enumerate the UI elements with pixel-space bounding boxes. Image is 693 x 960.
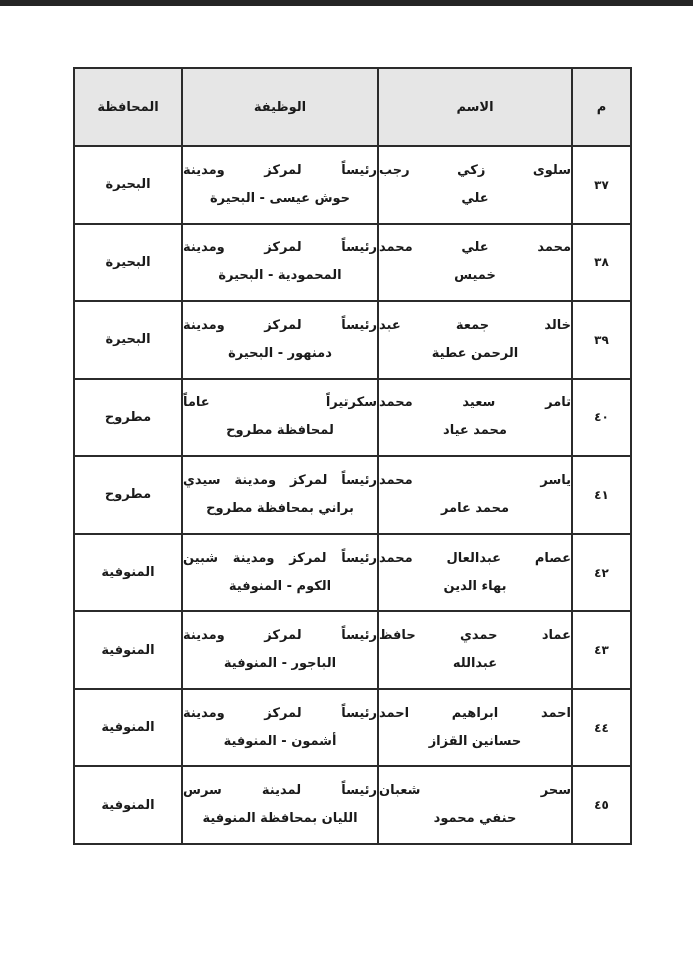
person-name-line: خالد جمعة عبد (379, 317, 571, 333)
person-name-line: خميس (454, 268, 496, 284)
job-title-line: رئيساً لمدينة سرس (183, 783, 377, 799)
person-name (378, 689, 572, 767)
governorate: المنوفية (74, 611, 182, 689)
person-name (378, 766, 572, 844)
header-job: الوظيفة (182, 68, 378, 146)
appointments-table (73, 67, 632, 845)
job-title-line: رئيساً لمركز ومدينة شبين (183, 550, 377, 566)
row-number: ٤٣ (572, 611, 631, 689)
person-name-line: محمد علي محمد (379, 240, 571, 256)
person-name (378, 146, 572, 224)
job-title-line: رئيساً لمركز ومدينة (183, 162, 377, 178)
job-title-line: رئيساً لمركز ومدينة (183, 705, 377, 721)
job-title-line: حوش عيسى - البحيرة (209, 190, 351, 206)
job-title-line: دمنهور - البحيرة (228, 345, 332, 361)
person-name-line: محمد عياد (443, 423, 507, 439)
person-name (378, 534, 572, 612)
person-name-line: سحر شعبان (379, 783, 571, 799)
job-title (182, 534, 378, 612)
person-name-line: علي (461, 190, 489, 206)
table-row (74, 146, 631, 224)
row-number: ٣٧ (572, 146, 631, 224)
job-title-line: أشمون - المنوفية (223, 733, 337, 749)
row-number: ٣٩ (572, 301, 631, 379)
job-title-line: سكرتيراً عاماً (183, 395, 377, 411)
job-title-line: براني بمحافظة مطروح (206, 500, 354, 516)
person-name-line: عماد حمدي حافظ (379, 628, 571, 644)
person-name (378, 611, 572, 689)
table-row (74, 224, 631, 302)
governorate: المنوفية (74, 766, 182, 844)
person-name-line: حسانين القزاز (428, 733, 522, 749)
row-number: ٤٤ (572, 689, 631, 767)
person-name (378, 301, 572, 379)
person-name-line: بهاء الدين (443, 578, 507, 594)
header-governorate: المحافظة (74, 68, 182, 146)
governorate: مطروح (74, 379, 182, 457)
governorate: البحيرة (74, 301, 182, 379)
job-title-line: الباجور - المنوفية (223, 656, 337, 672)
person-name (378, 456, 572, 534)
person-name-line: سلوى زكي رجب (379, 162, 571, 178)
job-title-line: الكوم - المنوفية (228, 578, 332, 594)
job-title (182, 301, 378, 379)
job-title-line: رئيساً لمركز ومدينة (183, 628, 377, 644)
job-title (182, 379, 378, 457)
header-name: الاسم (378, 68, 572, 146)
job-title (182, 456, 378, 534)
job-title (182, 689, 378, 767)
person-name (378, 224, 572, 302)
person-name-line: احمد ابراهيم احمد (379, 705, 571, 721)
row-number: ٤٢ (572, 534, 631, 612)
person-name-line: عصام عبدالعال محمد (379, 550, 571, 566)
job-title-line: المحمودية - البحيرة (218, 268, 342, 284)
governorate: المنوفية (74, 534, 182, 612)
person-name-line: تامر سعيد محمد (379, 395, 571, 411)
person-name-line: ياسر محمد (379, 472, 571, 488)
person-name-line: الرحمن عطية (431, 345, 519, 361)
governorate: البحيرة (74, 224, 182, 302)
governorate: البحيرة (74, 146, 182, 224)
job-title (182, 224, 378, 302)
table-row (74, 456, 631, 534)
job-title-line: رئيساً لمركز ومدينة سيدي (183, 472, 377, 488)
job-title-line: رئيساً لمركز ومدينة (183, 317, 377, 333)
job-title-line: لمحافظة مطروح (226, 423, 334, 439)
table-row (74, 534, 631, 612)
row-number: ٤٥ (572, 766, 631, 844)
job-title (182, 611, 378, 689)
job-title-line: الليان بمحافظة المنوفية (202, 811, 358, 827)
job-title-line: رئيساً لمركز ومدينة (183, 240, 377, 256)
table-row (74, 766, 631, 844)
governorate: المنوفية (74, 689, 182, 767)
job-title (182, 146, 378, 224)
header-number: م (572, 68, 631, 146)
person-name-line: محمد عامر (440, 500, 510, 516)
table-row (74, 379, 631, 457)
row-number: ٣٨ (572, 224, 631, 302)
table-row (74, 611, 631, 689)
person-name (378, 379, 572, 457)
governorate: مطروح (74, 456, 182, 534)
person-name-line: عبدالله (452, 656, 498, 672)
row-number: ٤١ (572, 456, 631, 534)
table-row (74, 301, 631, 379)
table-row (74, 689, 631, 767)
person-name-line: حنفي محمود (433, 811, 517, 827)
table-header-row (74, 68, 631, 146)
job-title (182, 766, 378, 844)
row-number: ٤٠ (572, 379, 631, 457)
